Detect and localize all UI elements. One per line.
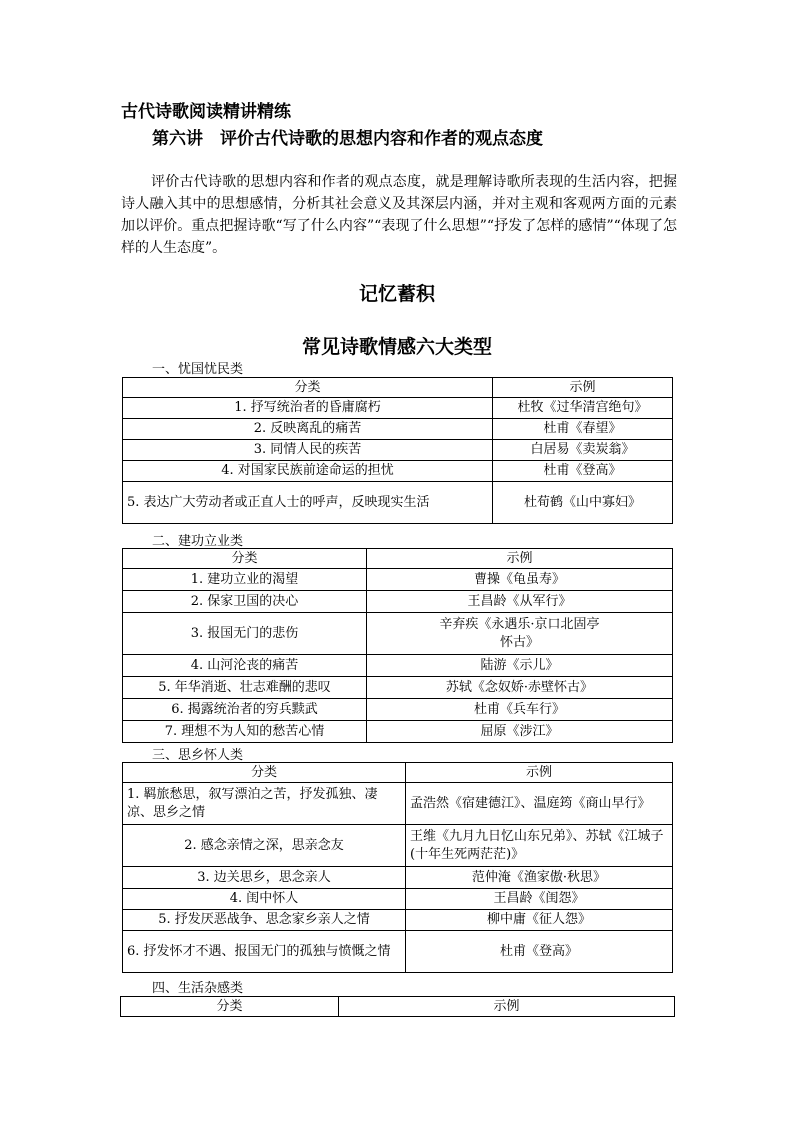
example-cell: 王昌龄《从军行》 bbox=[367, 591, 673, 613]
section-heading-1: 一、忧国忧民类 bbox=[152, 362, 244, 377]
category-cell: 6. 抒发怀才不遇、报国无门的孤独与愤慨之情 bbox=[123, 931, 406, 973]
emotion-table-3 bbox=[122, 762, 673, 973]
header-example: 示例 bbox=[367, 549, 673, 569]
table-row bbox=[123, 721, 673, 743]
table-header-row bbox=[123, 549, 673, 569]
category-cell: 5. 年华消逝、壮志难酬的悲叹 bbox=[123, 677, 367, 699]
section-heading-2: 二、建功立业类 bbox=[152, 534, 244, 549]
section-heading-3: 三、思乡怀人类 bbox=[152, 748, 244, 763]
section-heading-4: 四、生活杂感类 bbox=[152, 981, 244, 996]
table-row bbox=[123, 825, 673, 867]
example-cell: 杜甫《春望》 bbox=[493, 419, 673, 440]
table-row bbox=[123, 655, 673, 677]
example-cell: 辛弃疾《永遇乐·京口北固亭怀古》 bbox=[367, 613, 673, 655]
example-cell: 王维《九月九日忆山东兄弟》、苏轼《江城子(十年生死两茫茫)》 bbox=[406, 825, 673, 867]
header-category: 分类 bbox=[123, 378, 493, 398]
table-row bbox=[123, 613, 673, 655]
table-header-row bbox=[121, 997, 675, 1017]
header-example: 示例 bbox=[339, 997, 675, 1017]
table-row bbox=[123, 569, 673, 591]
example-cell: 范仲淹《渔家傲·秋思》 bbox=[406, 867, 673, 889]
header-category: 分类 bbox=[123, 763, 406, 783]
category-cell: 4. 山河沦丧的痛苦 bbox=[123, 655, 367, 677]
table-row bbox=[123, 867, 673, 889]
types-heading: 常见诗歌情感六大类型 bbox=[301, 336, 492, 358]
example-cell: 杜甫《登高》 bbox=[493, 461, 673, 482]
category-cell: 7. 理想不为人知的愁苦心情 bbox=[123, 721, 367, 743]
document-title: 古代诗歌阅读精讲精练 bbox=[121, 102, 291, 122]
table-row bbox=[123, 398, 673, 419]
table-row bbox=[123, 931, 673, 973]
category-cell: 3. 同情人民的疾苦 bbox=[123, 440, 493, 461]
table-row bbox=[123, 783, 673, 825]
emotion-table-2 bbox=[122, 548, 673, 743]
table-row bbox=[123, 461, 673, 482]
category-cell: 2. 感念亲情之深，思亲念友 bbox=[123, 825, 406, 867]
category-cell: 5. 表达广大劳动者或正直人士的呼声，反映现实生活 bbox=[123, 482, 493, 524]
example-cell: 曹操《龟虽寿》 bbox=[367, 569, 673, 591]
header-category: 分类 bbox=[123, 549, 367, 569]
category-cell: 5. 抒发厌恶战争、思念家乡亲人之情 bbox=[123, 910, 406, 931]
table-row bbox=[123, 591, 673, 613]
category-cell: 3. 报国无门的悲伤 bbox=[123, 613, 367, 655]
table-row bbox=[123, 419, 673, 440]
category-cell: 4. 对国家民族前途命运的担忧 bbox=[123, 461, 493, 482]
example-cell: 杜荀鹤《山中寡妇》 bbox=[493, 482, 673, 524]
category-cell: 2. 反映离乱的痛苦 bbox=[123, 419, 493, 440]
emotion-table-1 bbox=[122, 377, 673, 524]
example-cell: 孟浩然《宿建德江》、温庭筠《商山早行》 bbox=[406, 783, 673, 825]
memory-heading: 记忆蓄积 bbox=[358, 283, 435, 305]
example-cell: 屈原《涉江》 bbox=[367, 721, 673, 743]
category-cell: 2. 保家卫国的决心 bbox=[123, 591, 367, 613]
example-cell: 柳中庸《征人怨》 bbox=[406, 910, 673, 931]
example-cell: 苏轼《念奴娇·赤壁怀古》 bbox=[367, 677, 673, 699]
table-row bbox=[123, 440, 673, 461]
emotion-table-4 bbox=[120, 996, 675, 1017]
table-row bbox=[123, 889, 673, 910]
table-row bbox=[123, 677, 673, 699]
table-row bbox=[123, 910, 673, 931]
header-example: 示例 bbox=[493, 378, 673, 398]
table-row bbox=[123, 482, 673, 524]
category-cell: 3. 边关思乡，思念亲人 bbox=[123, 867, 406, 889]
table-header-row bbox=[123, 763, 673, 783]
lecture-title: 第六讲 评价古代诗歌的思想内容和作者的观点态度 bbox=[152, 129, 543, 149]
category-cell: 4. 闺中怀人 bbox=[123, 889, 406, 910]
category-cell: 1. 抒写统治者的昏庸腐朽 bbox=[123, 398, 493, 419]
category-cell: 1. 建功立业的渴望 bbox=[123, 569, 367, 591]
example-cell: 王昌龄《闺怨》 bbox=[406, 889, 673, 910]
example-cell: 白居易《卖炭翁》 bbox=[493, 440, 673, 461]
category-cell: 6. 揭露统治者的穷兵黩武 bbox=[123, 699, 367, 721]
table-row bbox=[123, 699, 673, 721]
category-cell: 1. 羁旅愁思，叙写漂泊之苦，抒发孤独、凄凉、思乡之情 bbox=[123, 783, 406, 825]
table-header-row bbox=[123, 378, 673, 398]
example-cell: 杜牧《过华清宫绝句》 bbox=[493, 398, 673, 419]
header-category: 分类 bbox=[121, 997, 339, 1017]
intro-paragraph: 评价古代诗歌的思想内容和作者的观点态度，就是理解诗歌所表现的生活内容，把握诗人融入其中的思想感情，分析其社会意义及其深层内涵，并对主观和客观两方面的元素加以评价。重点把握诗歌“写了什么内容”“表现了什么思想”“抒发了怎样的感情”“体现了怎样的人生态度”。 bbox=[121, 174, 677, 256]
example-cell: 杜甫《登高》 bbox=[406, 931, 673, 973]
header-example: 示例 bbox=[406, 763, 673, 783]
example-cell: 陆游《示儿》 bbox=[367, 655, 673, 677]
example-cell: 杜甫《兵车行》 bbox=[367, 699, 673, 721]
